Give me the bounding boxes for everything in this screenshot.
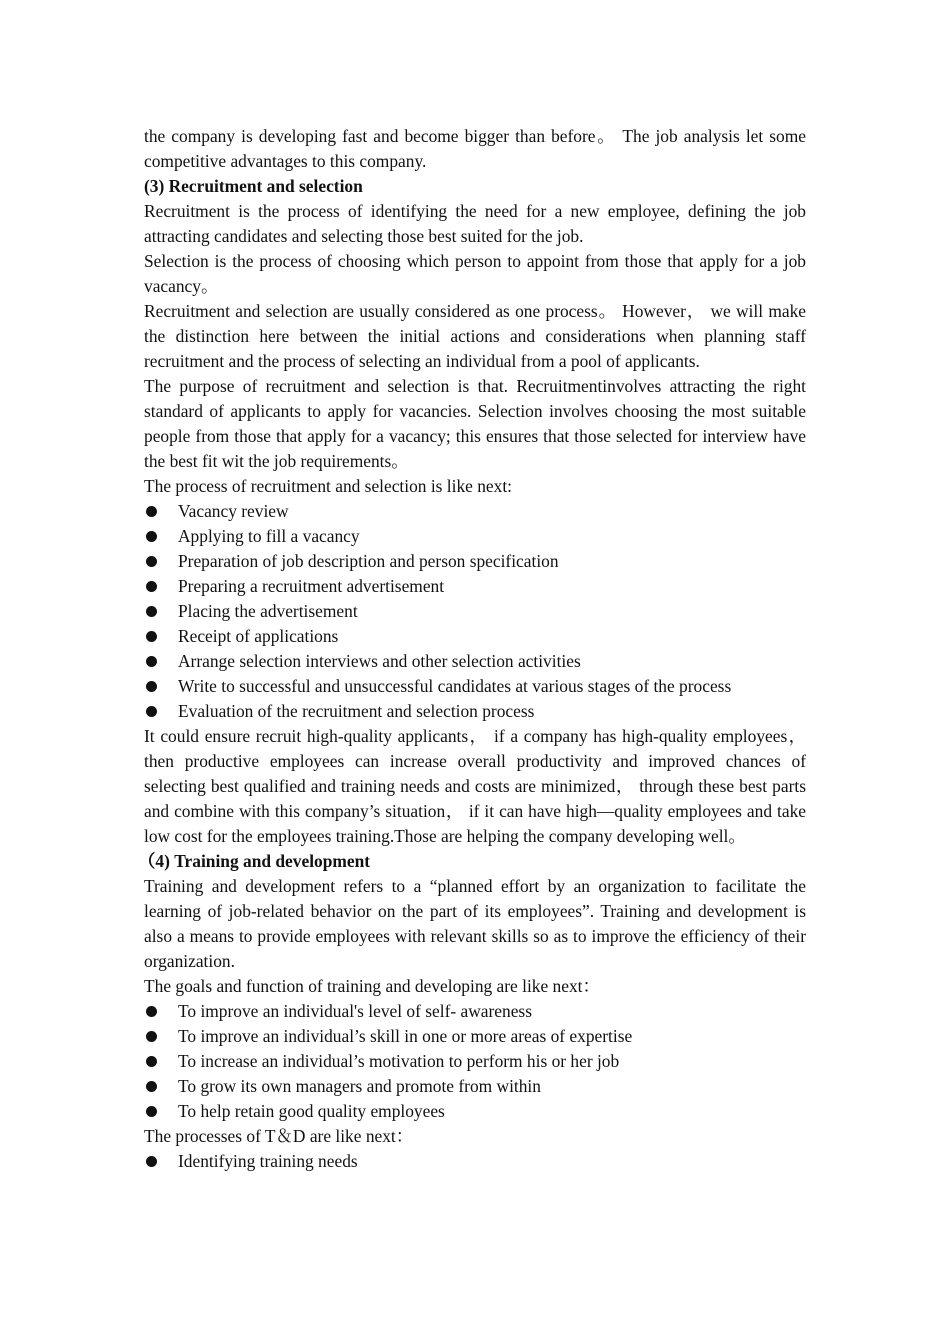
bullet-icon <box>146 656 157 667</box>
list-item: Write to successful and unsuccessful candidates at various stages of the process <box>144 674 806 699</box>
bullet-icon <box>146 1081 157 1092</box>
list-item: Arrange selection interviews and other selection activities <box>144 649 806 674</box>
list-item: To grow its own managers and promote from within <box>144 1074 806 1099</box>
bullet-icon <box>146 556 157 567</box>
bullet-icon <box>146 706 157 717</box>
list-item: Identifying training needs <box>144 1149 806 1174</box>
paragraph-process-intro: The process of recruitment and selection is like next: <box>144 476 512 496</box>
bullet-icon <box>146 681 157 692</box>
document-body <box>138 124 806 1174</box>
paragraph-recruitment-definition: Recruitment is the process of identifying the need for a new employee, defining the job attracting candidates and selecting those best suited for the job. <box>144 201 806 246</box>
bullet-icon <box>146 1056 157 1067</box>
list-item: Applying to fill a vacancy <box>144 524 806 549</box>
list-item: Evaluation of the recruitment and selection process <box>144 699 806 724</box>
bullet-icon <box>146 1106 157 1117</box>
list-item: Receipt of applications <box>144 624 806 649</box>
list-item: Preparing a recruitment advertisement <box>144 574 806 599</box>
bullet-icon <box>146 631 157 642</box>
list-item: To improve an individual’s skill in one or more areas of expertise <box>144 1024 806 1049</box>
bullet-icon <box>146 506 157 517</box>
list-item: Vacancy review <box>144 499 806 524</box>
list-recruitment-process <box>144 499 806 724</box>
list-item: To help retain good quality employees <box>144 1099 806 1124</box>
list-training-goals <box>144 999 806 1124</box>
bullet-icon <box>146 606 157 617</box>
paragraph-td-definition: Training and development refers to a “planned effort by an organization to facilitate the learning of job-related behavior on the part of its employees”. Training and development is also a means to provide employees with relevant skills so as to improve the efficiency of their organization. <box>144 876 806 971</box>
paragraph-job-analysis-end: the company is developing fast and become bigger than before。 The job analysis let some competitive advantages to this company. <box>144 126 806 171</box>
paragraph-td-process-intro: The processes of T＆D are like next： <box>144 1126 414 1146</box>
bullet-icon <box>146 581 157 592</box>
paragraph-goals-intro: The goals and function of training and developing are like next： <box>144 976 600 996</box>
list-item: Preparation of job description and person specification <box>144 549 806 574</box>
list-item: To increase an individual’s motivation to perform his or her job <box>144 1049 806 1074</box>
list-item: Placing the advertisement <box>144 599 806 624</box>
bullet-icon <box>146 531 157 542</box>
bullet-icon <box>146 1031 157 1042</box>
paragraph-distinction: Recruitment and selection are usually considered as one process。 However， we will make the distinction here between the initial actions and considerations when planning staff recruitment and the process of selecting an individual from a pool of applicants. <box>144 301 806 371</box>
list-td-processes <box>144 1149 806 1174</box>
paragraph-selection-definition: Selection is the process of choosing which person to appoint from those that apply for a job vacancy。 <box>144 251 806 296</box>
paragraph-benefits: It could ensure recruit high-quality applicants， if a company has high-quality employees， then productive employees can increase overall productivity and improved chances of selecting best qualified and training needs and costs are minimized， through these best parts and combine with this company’s situation， if it can have high—quality employees and take low cost for the employees training.Those are helping the company developing well。 <box>144 726 806 846</box>
list-item: To improve an individual's level of self- awareness <box>144 999 806 1024</box>
bullet-icon <box>146 1006 157 1017</box>
heading-training-development: （4) Training and development <box>138 851 371 871</box>
paragraph-purpose: The purpose of recruitment and selection is that. Recruitmentinvolves attracting the right standard of applicants to apply for vacancies. Selection involves choosing the most suitable people from those that apply for a vacancy; this ensures that those selected for interview have the best fit wit the job requirements。 <box>144 376 806 471</box>
bullet-icon <box>146 1156 157 1167</box>
heading-recruitment-selection: (3) Recruitment and selection <box>144 176 363 196</box>
